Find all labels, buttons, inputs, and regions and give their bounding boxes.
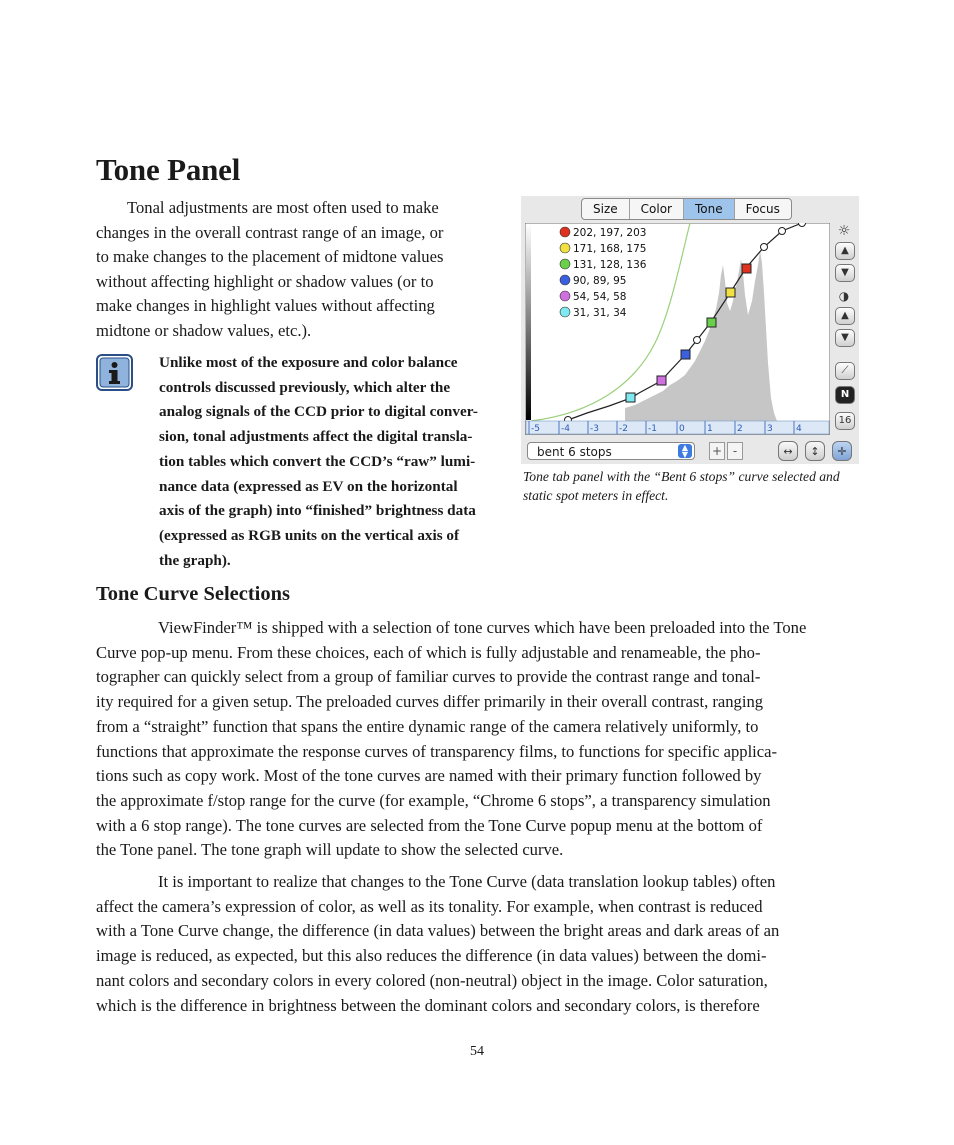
brightness-up-button[interactable]: ▲	[835, 242, 855, 260]
ev-tick: 2	[737, 424, 743, 434]
meter-dot-6	[560, 307, 570, 317]
meter-dot-2	[560, 243, 570, 253]
sun-icon[interactable]: ☼	[837, 223, 851, 239]
section-heading: Tone Curve Selections	[96, 583, 290, 605]
spot-marker-1	[742, 264, 751, 273]
horizontal-arrows-button[interactable]: ↔	[778, 441, 798, 461]
brightness-down-button[interactable]: ▼	[835, 264, 855, 282]
page-number: 54	[470, 1044, 484, 1059]
ev-tick: 3	[767, 424, 773, 434]
meter-value-1: 202, 197, 203	[573, 227, 647, 239]
meter-dot-4	[560, 275, 570, 285]
bit-depth-button[interactable]: 16	[835, 412, 855, 430]
ev-axis	[526, 421, 829, 434]
meter-dot-5	[560, 291, 570, 301]
curve-node[interactable]	[761, 244, 768, 251]
chevron-updown-icon: ▲ ▼	[678, 444, 692, 458]
tone-panel-figure	[521, 196, 859, 464]
tone-curve-value: bent 6 stops	[537, 445, 612, 459]
spot-marker-5	[657, 376, 666, 385]
ev-tick: 4	[796, 424, 802, 434]
tone-graph[interactable]	[525, 223, 830, 435]
meter-value-3: 131, 128, 136	[573, 259, 647, 271]
meter-dot-3	[560, 259, 570, 269]
panel-tabs	[581, 198, 792, 220]
ev-tick: 1	[707, 424, 713, 434]
curve-node[interactable]	[799, 223, 806, 227]
neutral-button[interactable]: N	[835, 386, 855, 404]
ev-tick: 0	[679, 424, 685, 434]
curve-node[interactable]	[779, 228, 786, 235]
ev-tick: -2	[619, 424, 628, 434]
add-curve-button[interactable]: +	[709, 442, 725, 460]
spot-marker-4	[681, 350, 690, 359]
tab-color[interactable]: Color	[630, 199, 684, 219]
tab-tone[interactable]: Tone	[684, 199, 735, 219]
contrast-icon: ◑	[838, 289, 850, 303]
info-note: Unlike most of the exposure and color balance controls discussed previously, which alter the analog signals of the CCD prior to digital conver- sion, tonal adjustments affect the digital transla- tion tables which convert the CCD’s “raw” lumi- nance data (expressed as EV on the horizontal axis of the graph) into “finished” brightness data (expressed as RGB units on the vertical axis of the graph).	[159, 354, 478, 569]
remove-curve-button[interactable]: -	[727, 442, 743, 460]
intro-paragraph: Tonal adjustments are most often used to make changes in the overall contrast range of an image, or to make changes to the placement of midtone values without affecting highlight or shadow values (or to make changes in highlight values without affecting midtone or shadow values, etc.).	[96, 198, 444, 340]
curve-edit-button[interactable]: ⟋	[835, 362, 855, 380]
contrast-up-button[interactable]: ▲	[835, 307, 855, 325]
ev-tick: -5	[531, 424, 540, 434]
tab-size[interactable]: Size	[582, 199, 630, 219]
curve-node[interactable]	[694, 337, 701, 344]
page-title: Tone Panel	[96, 152, 241, 187]
luminance-scale	[526, 224, 531, 420]
spot-marker-6	[626, 393, 635, 402]
info-icon	[96, 354, 133, 391]
meter-value-5: 54, 54, 58	[573, 291, 627, 303]
meter-value-2: 171, 168, 175	[573, 243, 647, 255]
meter-value-4: 90, 89, 95	[573, 275, 627, 287]
vertical-arrows-button[interactable]: ↕	[805, 441, 825, 461]
contrast-down-button[interactable]: ▼	[835, 329, 855, 347]
meter-dot-1	[560, 227, 570, 237]
crosshair-button[interactable]: ✛	[832, 441, 852, 461]
ev-tick: -3	[590, 424, 599, 434]
figure-caption: Tone tab panel with the “Bent 6 stops” curve selected and static spot meters in effect.	[523, 469, 840, 503]
tone-curve-select[interactable]	[527, 442, 695, 460]
paragraph-color-effects: It is important to realize that changes to the Tone Curve (data translation lookup tables) often affect the camera’s expression of color, as well as its tonality. For example, when contrast is reduced with a Tone Curve change, the difference (in data values) between the bright areas and dark areas of an image is reduced, as expected, but this also reduces the difference (in data values) between the domi- nant colors and secondary colors in every colored (non-neutral) object in the image. Color saturation, which is the difference in brightness between the dominant colors and secondary colors, is therefore	[96, 872, 780, 1015]
ev-tick: -4	[561, 424, 570, 434]
spot-marker-2	[726, 288, 735, 297]
tab-focus[interactable]: Focus	[745, 202, 780, 216]
paragraph-tone-curves: ViewFinder™ is shipped with a selection of tone curves which have been preloaded into the Tone Curve pop-up menu. From these choices, each of which is fully adjustable and renameable, the pho- tographer can quickly select from a group of familiar curves to provide the contrast range and tonal- ity required for a given setup. The preloaded curves differ primarily in their overall contrast, ranging from a “straight” function that spans the entire dynamic range of the camera relatively uniformly, to functions that approximate the response curves of transparency films, to functions for specific applica- tions such as copy work. Most of the tone curves are named with their primary function followed by the approximate f/stop range for the curve (for example, “Chrome 6 stops”, a transparency simulation with a 6 stop range). The tone curves are selected from the Tone Curve popup menu at the bottom of the Tone panel. The tone graph will update to show the selected curve.	[96, 618, 807, 860]
spot-marker-3	[707, 318, 716, 327]
ev-tick: -1	[648, 424, 657, 434]
meter-value-6: 31, 31, 34	[573, 307, 627, 319]
